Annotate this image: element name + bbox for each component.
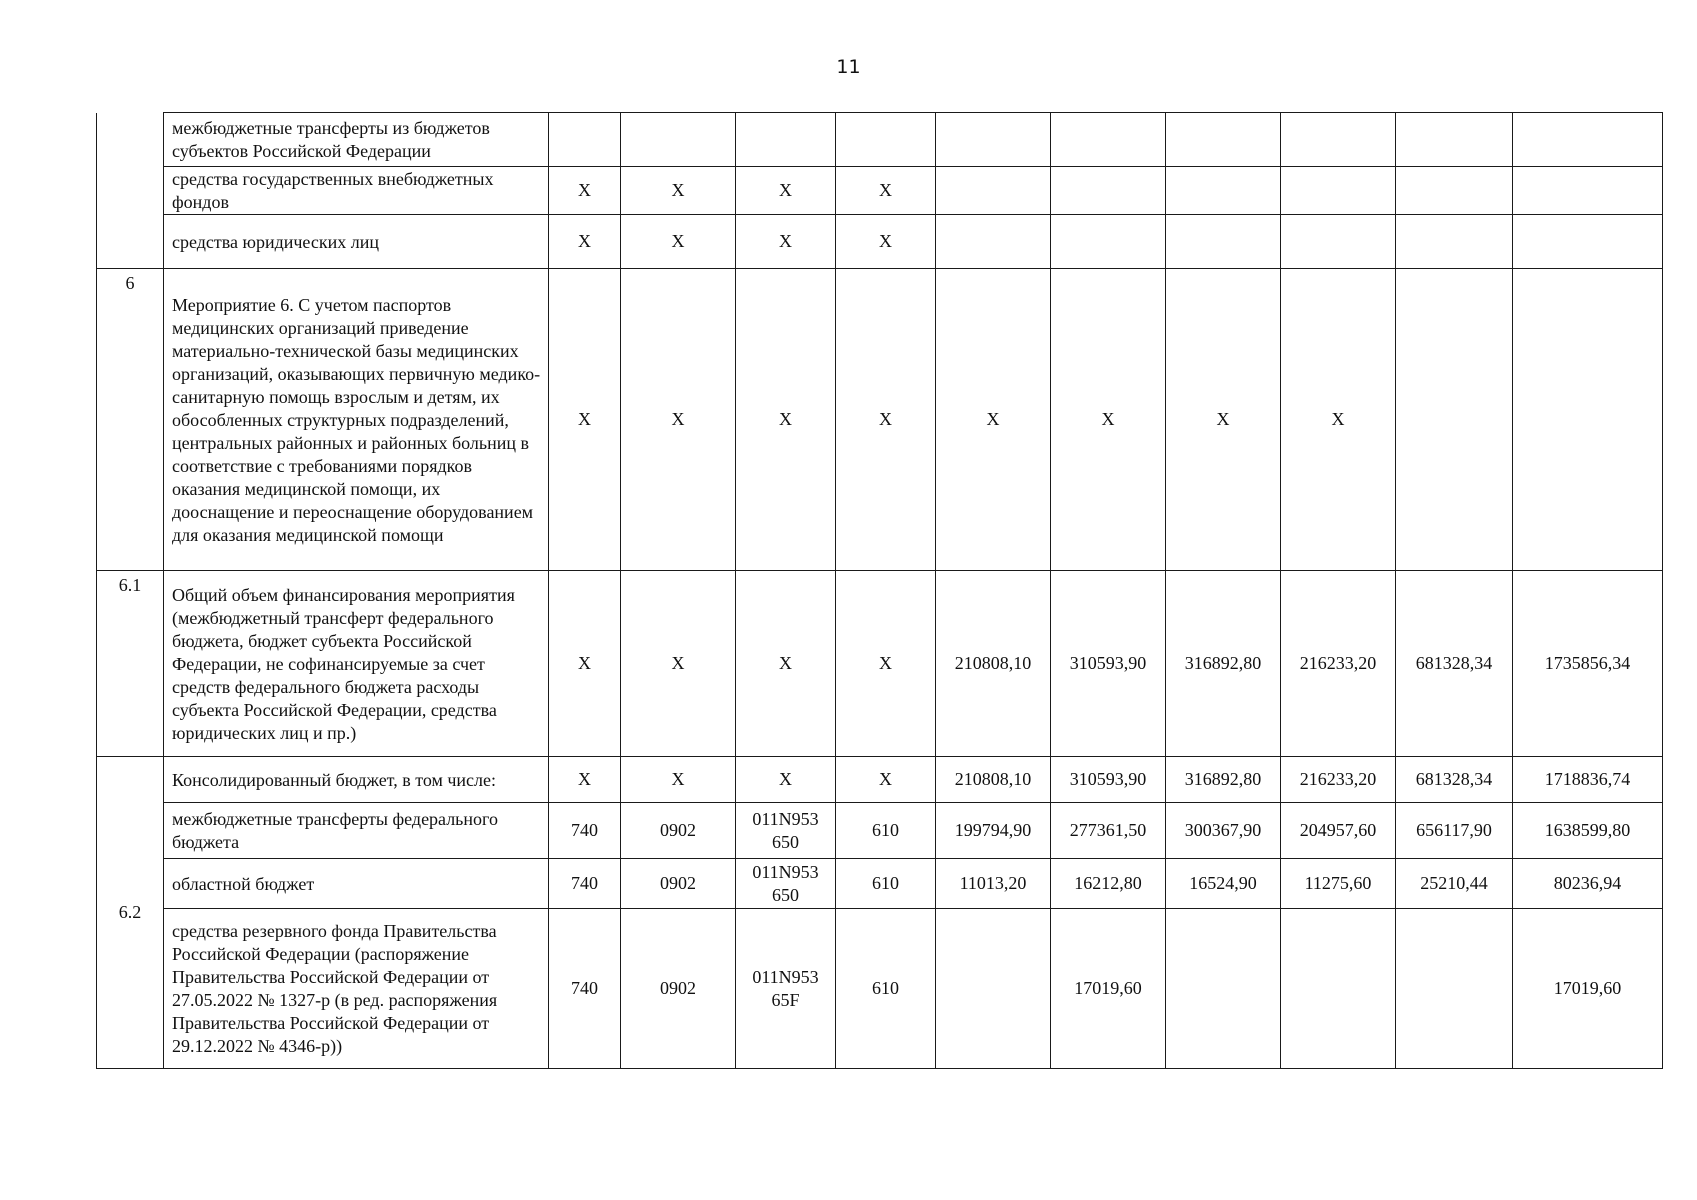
page-number: 11 [836, 56, 861, 78]
row-number-cell [97, 113, 164, 269]
row-description: Общий объем финансирования мероприятия (межбюджетный трансферт федерального бюджета, бюджет субъекта Российской Федерации, не софинансируемые за счет средств федерального бюджета расходы субъекта Российской Федерации, средства юридических лиц и пр.) [164, 571, 549, 757]
table-row [97, 113, 1663, 167]
value-cell: X [736, 167, 836, 215]
table-row [97, 909, 1663, 1069]
value-cell: 011N953 65F [736, 909, 836, 1069]
value-cell [1396, 215, 1513, 269]
value-cell [836, 113, 936, 167]
row-description: Консолидированный бюджет, в том числе: [164, 757, 549, 803]
value-cell [936, 909, 1051, 1069]
value-cell: 17019,60 [1051, 909, 1166, 1069]
value-cell [936, 215, 1051, 269]
value-cell [1513, 113, 1663, 167]
table-row [97, 167, 1663, 215]
value-cell [1051, 167, 1166, 215]
value-cell: 656117,90 [1396, 803, 1513, 859]
value-cell: 25210,44 [1396, 859, 1513, 909]
row-number-cell: 6 [97, 269, 164, 571]
row-number-cell: 6.2 [97, 757, 164, 1069]
value-cell: X [736, 571, 836, 757]
value-cell [1051, 113, 1166, 167]
value-cell: 0902 [621, 859, 736, 909]
value-cell: 216233,20 [1281, 757, 1396, 803]
row-description: областной бюджет [164, 859, 549, 909]
value-cell: 216233,20 [1281, 571, 1396, 757]
value-cell: 204957,60 [1281, 803, 1396, 859]
value-cell: X [836, 167, 936, 215]
value-cell: X [736, 215, 836, 269]
value-cell [936, 167, 1051, 215]
value-cell: 300367,90 [1166, 803, 1281, 859]
value-cell: X [549, 215, 621, 269]
value-cell: 740 [549, 859, 621, 909]
value-cell [736, 113, 836, 167]
value-cell: 16524,90 [1166, 859, 1281, 909]
row-description: средства государственных внебюджетных фондов [164, 167, 549, 215]
value-cell [1513, 167, 1663, 215]
value-cell [1396, 269, 1513, 571]
value-cell [1396, 113, 1513, 167]
value-cell: 681328,34 [1396, 757, 1513, 803]
value-cell: 011N953 650 [736, 803, 836, 859]
value-cell: 210808,10 [936, 757, 1051, 803]
value-cell [1166, 167, 1281, 215]
value-cell: 0902 [621, 803, 736, 859]
value-cell: 277361,50 [1051, 803, 1166, 859]
value-cell: 17019,60 [1513, 909, 1663, 1069]
value-cell: X [836, 269, 936, 571]
value-cell: X [736, 269, 836, 571]
value-cell: 0902 [621, 909, 736, 1069]
value-cell: 16212,80 [1051, 859, 1166, 909]
value-cell: 610 [836, 859, 936, 909]
value-cell [1281, 167, 1396, 215]
table-row [97, 803, 1663, 859]
value-cell: X [549, 269, 621, 571]
value-cell: 1735856,34 [1513, 571, 1663, 757]
value-cell: X [836, 571, 936, 757]
table-row [97, 269, 1663, 571]
value-cell [1396, 167, 1513, 215]
value-cell: 310593,90 [1051, 571, 1166, 757]
table-row [97, 571, 1663, 757]
value-cell: X [621, 269, 736, 571]
value-cell [549, 113, 621, 167]
value-cell: 310593,90 [1051, 757, 1166, 803]
value-cell: X [621, 215, 736, 269]
value-cell: 11275,60 [1281, 859, 1396, 909]
row-number-cell: 6.1 [97, 571, 164, 757]
value-cell: 011N953 650 [736, 859, 836, 909]
value-cell: X [549, 167, 621, 215]
value-cell: X [549, 757, 621, 803]
value-cell [1513, 269, 1663, 571]
value-cell [1166, 909, 1281, 1069]
value-cell: X [1281, 269, 1396, 571]
value-cell [1166, 215, 1281, 269]
value-cell [936, 113, 1051, 167]
value-cell: X [936, 269, 1051, 571]
value-cell [1396, 909, 1513, 1069]
value-cell: 610 [836, 803, 936, 859]
value-cell [1051, 215, 1166, 269]
value-cell: 316892,80 [1166, 757, 1281, 803]
table-row [97, 215, 1663, 269]
value-cell: 681328,34 [1396, 571, 1513, 757]
value-cell: X [621, 167, 736, 215]
value-cell: X [1051, 269, 1166, 571]
row-description: межбюджетные трансферты федерального бюджета [164, 803, 549, 859]
value-cell: X [736, 757, 836, 803]
row-description: средства резервного фонда Правительства Российской Федерации (распоряжение Правительства Российской Федерации от 27.05.2022 № 1327-р (в ред. распоряжения Правительства Российской Федерации от 29.12.2022 № 4346-р)) [164, 909, 549, 1069]
value-cell: X [621, 571, 736, 757]
table-row [97, 859, 1663, 909]
row-description: средства юридических лиц [164, 215, 549, 269]
value-cell: X [549, 571, 621, 757]
value-cell: 80236,94 [1513, 859, 1663, 909]
value-cell [1281, 113, 1396, 167]
value-cell: 316892,80 [1166, 571, 1281, 757]
value-cell [1513, 215, 1663, 269]
value-cell: 1638599,80 [1513, 803, 1663, 859]
value-cell: 1718836,74 [1513, 757, 1663, 803]
value-cell: 740 [549, 803, 621, 859]
value-cell: 610 [836, 909, 936, 1069]
value-cell: 740 [549, 909, 621, 1069]
value-cell: 199794,90 [936, 803, 1051, 859]
row-description: Мероприятие 6. С учетом паспортов медицинских организаций приведение материально-технической базы медицинских организаций, оказывающих первичную медико-санитарную помощь взрослым и детям, их обособленных структурных подразделений, центральных районных и районных больниц в соответствие с требованиями порядков оказания медицинской помощи, их дооснащение и переоснащение оборудованием для оказания медицинской помощи [164, 269, 549, 571]
value-cell: 11013,20 [936, 859, 1051, 909]
value-cell [1281, 909, 1396, 1069]
value-cell: X [621, 757, 736, 803]
table-row [97, 757, 1663, 803]
budget-table [96, 112, 1663, 1069]
value-cell [1166, 113, 1281, 167]
value-cell: 210808,10 [936, 571, 1051, 757]
value-cell: X [836, 215, 936, 269]
value-cell [1281, 215, 1396, 269]
value-cell: X [836, 757, 936, 803]
value-cell: X [1166, 269, 1281, 571]
row-description: межбюджетные трансферты из бюджетов субъектов Российской Федерации [164, 113, 549, 167]
value-cell [621, 113, 736, 167]
